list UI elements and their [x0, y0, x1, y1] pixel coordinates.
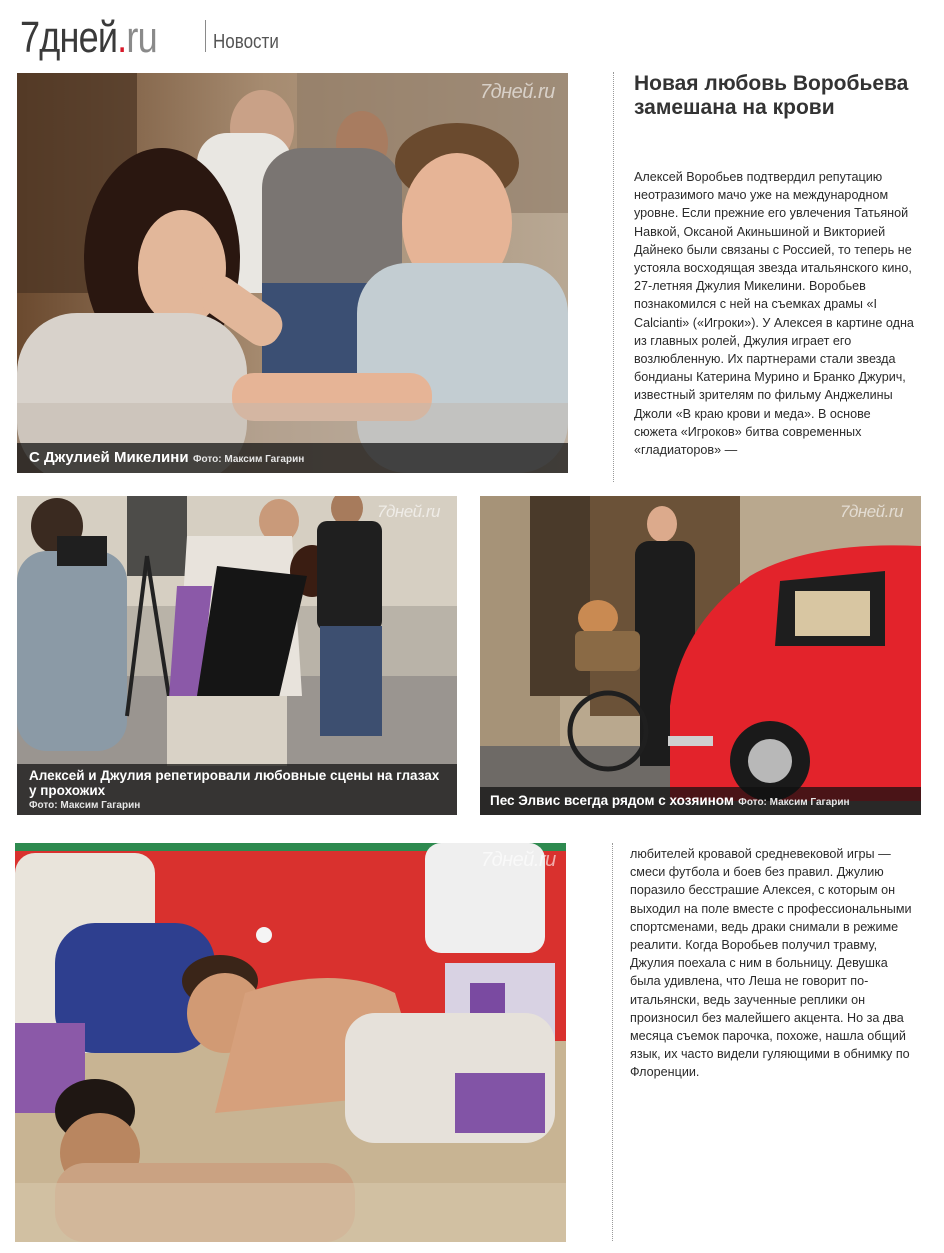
column-divider — [613, 72, 614, 482]
article-paragraph-2: любителей кровавой средневековой игры — смеси футбола и боев без правил. Джулию поразило бесстрашие Алексея, с которым он выходил на поле вместе с профессиональными спортсменами, ведь драки снимали в режиме реалити. Когда Воробьев получил травму, Джулия поехала с ним в больницу. Девушка была удивлена, что Леша не говорит по-итальянски, ведь заученные реплики он произносил без малейшего акцента. Но за два месяца съемок парочка, похоже, нашла общий язык, их часто видели гуляющими в обнимку по Флоренции. — [630, 847, 912, 1080]
photo-rehearsal — [17, 496, 457, 815]
photo-credit: Фото: Максим Гагарин — [29, 800, 141, 811]
article-title: Новая любовь Воробьева замешана на крови — [634, 72, 909, 119]
photo-caption — [480, 787, 921, 815]
photo-dog — [480, 496, 921, 815]
photo-couple — [17, 73, 568, 473]
photo-credit: Фото: Максим Гагарин — [738, 797, 850, 808]
caption-text: Пес Элвис всегда рядом с хозяином — [490, 793, 734, 808]
photo-credit: Фото: Максим Гагарин — [193, 454, 305, 465]
dog-image — [480, 496, 921, 815]
caption-text: Алексей и Джулия репетировали любовные сцены на глазах у прохожих — [29, 768, 440, 798]
watermark: 7дней.ru — [377, 502, 440, 521]
article-paragraph-1: Алексей Воробьев подтвердил репутацию неотразимого мачо уже на международном уровне. Если прежние его увлечения Татьяной Навкой, Оксаной Акиньшиной и Викторией Дайнеко были связаны с Россией, то теперь не устояла восходящая звезда итальянского кино, 27-летняя Джулия Микелини. Воробьев познакомился с ней на съемках драмы «I Calcianti» («Игроки»). У Алексея в картине одна из главных ролей, Джулия играет его возлюбленную. Их партнерами стали звезда бондианы Катерина Мурино и Бранко Джурич, известный зрителям по фильму Анджелины Джоли «В краю крови и меда». В основе сюжета «Игроков» битва современных «гладиаторов» — — [634, 170, 914, 458]
site-logo[interactable] — [20, 8, 187, 60]
couple-image — [17, 73, 568, 473]
section-label[interactable]: Новости — [213, 31, 279, 53]
logo-text: 7дней.ru — [20, 13, 157, 62]
match-image — [15, 843, 566, 1242]
watermark: 7дней.ru — [480, 81, 555, 103]
photo-caption — [17, 764, 457, 815]
photo-match — [15, 843, 566, 1242]
column-divider — [612, 843, 613, 1241]
caption-text: С Джулией Микелини — [29, 449, 189, 466]
watermark: 7дней.ru — [481, 849, 556, 871]
header-divider — [205, 20, 206, 52]
photo-caption — [17, 443, 568, 473]
watermark: 7дней.ru — [840, 502, 903, 521]
